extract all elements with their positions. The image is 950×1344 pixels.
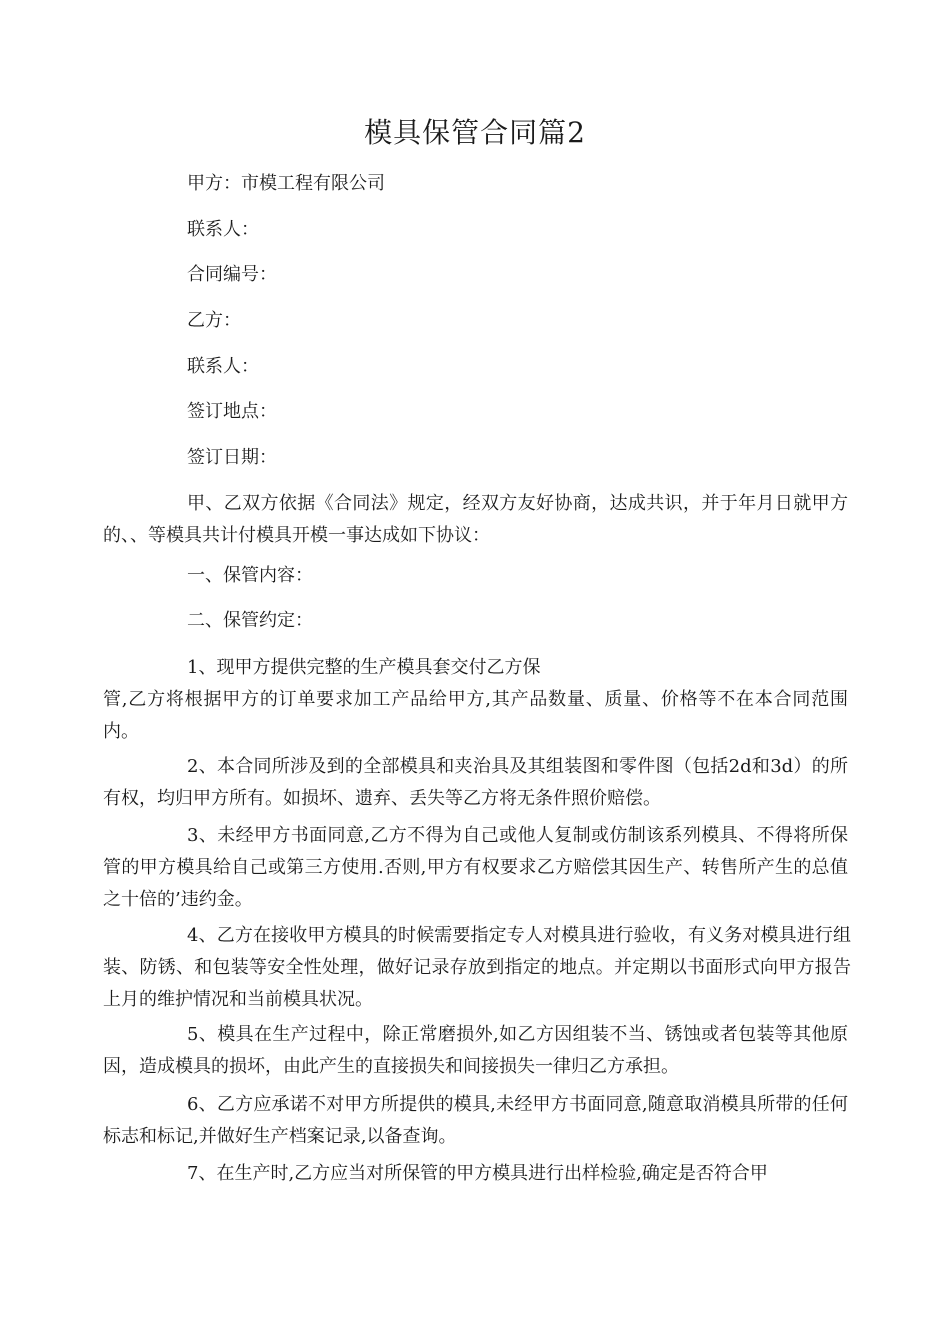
clause-1-continuation: 管,乙方将根据甲方的订单要求加工产品给甲方,其产品数量、质量、价格等不在本合同范围内。 (103, 689, 848, 742)
contact-a-field: 联系人： (187, 219, 259, 240)
clause-6: 6、乙方应承诺不对甲方所提供的模具,未经甲方书面同意,随意取消模具所带的任何标志和标记,并做好生产档案记录,以备查询。 (103, 1094, 848, 1147)
clause-1-first-line: 1、现甲方提供完整的生产模具套交付乙方保 (187, 657, 541, 678)
clause-2: 2、本合同所涉及到的全部模具和夹治具及其组装图和零件图（包括2d和3d）的所有权，均归甲方所有。如损坏、遗弃、丢失等乙方将无条件照价赔偿。 (103, 756, 848, 809)
party-a-field: 甲方：市模工程有限公司 (187, 173, 385, 194)
section-heading-content: 一、保管内容： (187, 565, 313, 586)
clause-3: 3、未经甲方书面同意,乙方不得为自己或他人复制或仿制该系列模具、不得将所保管的甲方模具给自己或第三方使用.否则,甲方有权要求乙方赔偿其因生产、转售所产生的总值之十倍的’违约金。 (103, 825, 848, 910)
clause-4: 4、乙方在接收甲方模具的时候需要指定专人对模具进行验收，有义务对模具进行组装、防锈、和包装等安全性处理，做好记录存放到指定的地点。并定期以书面形式向甲方报告上月的维护情况和当前模具状况。 (103, 925, 851, 1010)
sign-date-field: 签订日期： (187, 447, 277, 468)
intro-paragraph: 甲、乙双方依据《合同法》规定，经双方友好协商，达成共识，并于年月日就甲方的、、等模具共计付模具开模一事达成如下协议： (103, 493, 848, 546)
clause-1 (103, 652, 848, 748)
contract-number-field: 合同编号： (187, 264, 277, 285)
clause-7: 7、在生产时,乙方应当对所保管的甲方模具进行出样检验,确定是否符合甲 (187, 1163, 768, 1184)
contact-b-field: 联系人： (187, 356, 259, 377)
document-title: 模具保管合同篇2 (364, 116, 586, 149)
sign-place-field: 签订地点： (187, 401, 277, 422)
section-heading-agreement: 二、保管约定： (187, 610, 313, 631)
clause-5: 5、模具在生产过程中，除正常磨损外,如乙方因组装不当、锈蚀或者包装等其他原因，造成模具的损坏，由此产生的直接损失和间接损失一律归乙方承担。 (103, 1024, 848, 1077)
party-b-field: 乙方： (187, 310, 241, 331)
